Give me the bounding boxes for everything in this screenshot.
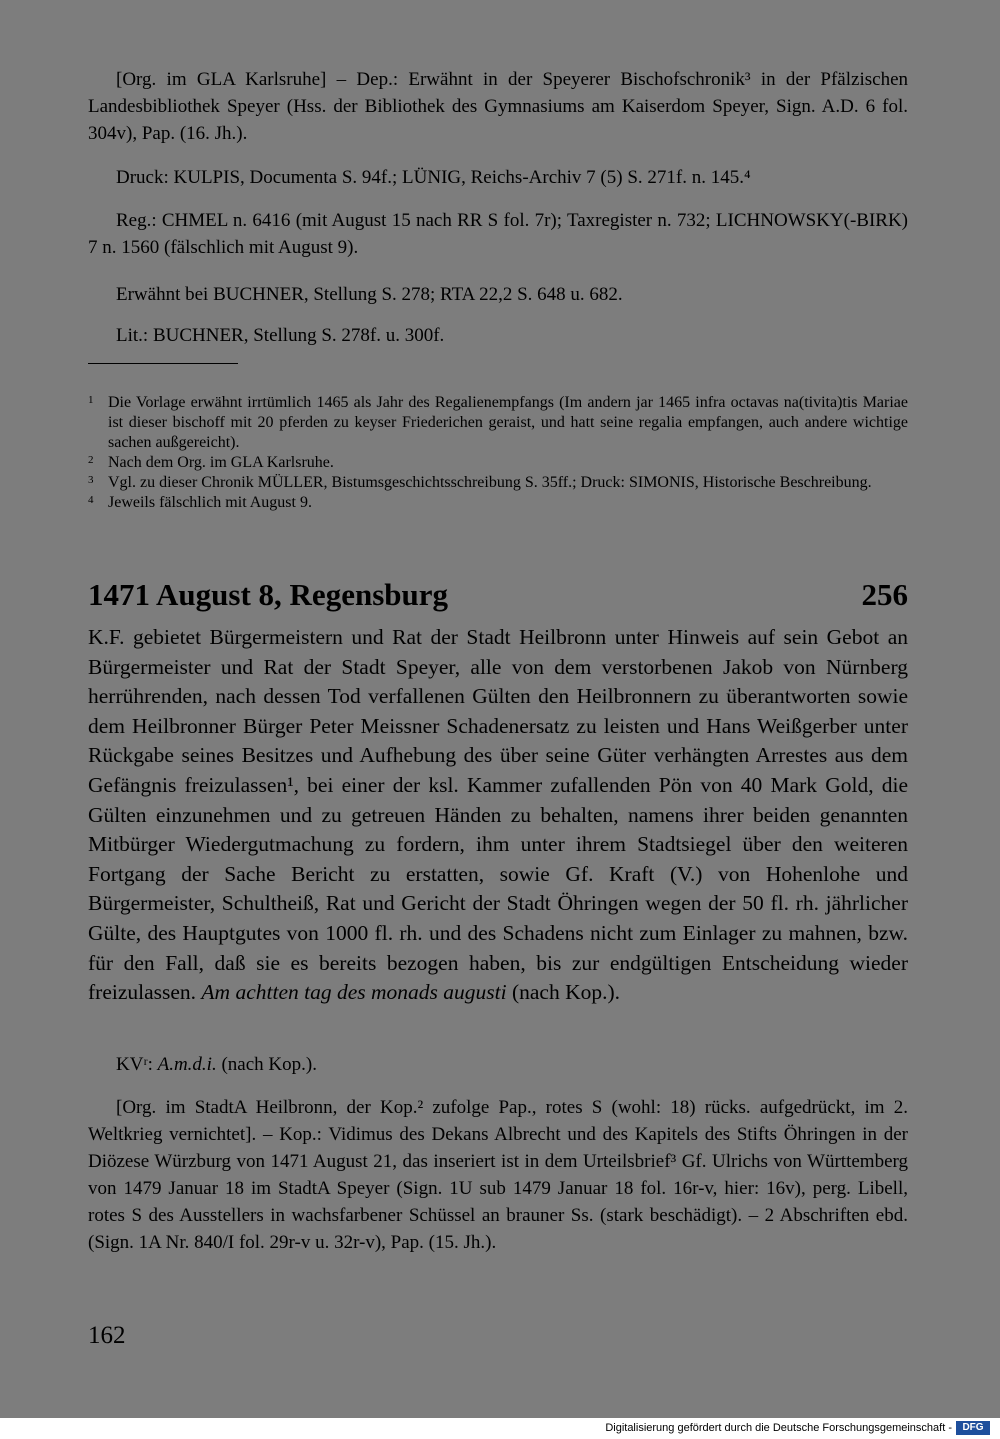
mentioned-paragraph: Erwähnt bei BUCHNER, Stellung S. 278; RTA 22,2 S. 648 u. 682. (116, 284, 623, 305)
footnote-text: Die Vorlage erwähnt irrtümlich 1465 als Jahr des Regalienempfangs (Im andern jar 1465 infra octavas na(tivita)tis Mariae ist dieser bischoff mit 20 pferden zu keyser Friederichen geraist, und hatt seine regalia empfangen, auch andere wichtige sachen außgereicht). (108, 394, 908, 451)
footnote-text: Jeweils fälschlich mit August 9. (108, 494, 312, 511)
footnote-item (88, 453, 908, 473)
entry-date-place: 1471 August 8, Regensburg (88, 577, 448, 612)
regesta-reference-paragraph: Reg.: CHMEL n. 6416 (mit August 15 nach RR S fol. 7r); Taxregister n. 732; LICHNOWSKY(-BIRK) 7 n. 1560 (fälschlich mit August 9). (88, 210, 908, 258)
entry-heading (88, 575, 908, 615)
footnote-number: 4 (88, 494, 94, 506)
archive-note-paragraph: [Org. im GLA Karlsruhe] – Dep.: Erwähnt in der Speyerer Bischofschronik³ in der Pfälzischen Landesbibliothek Speyer (Hss. der Bibliothek des Gymnasiums am Kaiserdom Speyer, Sign. A.D. 6 fol. 304v), Pap. (16. Jh.). (88, 69, 908, 144)
kv-paragraph: KVʳ: A.m.d.i. (nach Kop.). (116, 1054, 317, 1075)
footnote-number: 1 (88, 394, 94, 406)
footnotes (88, 393, 908, 513)
print-reference-paragraph: Druck: KULPIS, Documenta S. 94f.; LÜNIG, Reichs-Archiv 7 (5) S. 271f. n. 145.⁴ (116, 167, 751, 188)
literature-paragraph: Lit.: BUCHNER, Stellung S. 278f. u. 300f. (116, 325, 445, 346)
footnote-number: 3 (88, 474, 94, 486)
funding-credit: Digitalisierung gefördert durch die Deutsche Forschungsgemeinschaft - (605, 1422, 952, 1434)
dfg-logo-icon: DFG (956, 1421, 990, 1435)
footnote-number: 2 (88, 454, 94, 466)
page-number: 162 (88, 1322, 126, 1349)
footnote-divider (88, 363, 238, 364)
regest-date-quote: Am achtten tag des monads augusti (201, 980, 507, 1005)
footnote-item (88, 473, 908, 493)
footnote-item (88, 393, 908, 453)
footnote-text: Nach dem Org. im GLA Karlsruhe. (108, 454, 334, 471)
footnote-item (88, 493, 908, 513)
regest-text: K.F. gebietet Bürgermeistern und Rat der Stadt Heilbronn unter Hinweis auf sein Gebot an Bürgermeister und Rat der Stadt Speyer, alle von dem verstorbenen Jakob von Nürnberg herrührenden, nach dessen Tod verfallenen Gülten den Heilbronnern zu überantworten sowie dem Heilbronner Bürger Peter Meissner Schadenersatz zu leisten und Hans Weißgerber unter Rückgabe seines Besitzes und Aufhebung des über seine Güter verhängten Arrestes aus dem Gefängnis freizulassen¹, bei einer der ksl. Kammer zufallenden Pön von 40 Mark Gold, die Gülten einzunehmen und zu getreuen Händen zu behalten, namens ihrer beiden genannten Mitbürger Wiedergutmachung zu fordern, ihm unter ihrem Stadtsiegel über den weiteren Fortgang der Sache Bericht zu erstatten, sowie Gf. Kraft (V.) von Hohenlohe und Bürgermeister, Schultheiß, Rat und Gericht der Stadt Öhringen wegen der 50 fl. rh. jährlicher Gülte, des Hauptgutes von 1000 fl. rh. und des Schadens nicht zum Einlager zu mahnen, bzw. für den Fall, daß sie es bereits bezogen haben, bis zur endgültigen Entscheidung wieder freizulassen. Am achtten tag des monads augusti (nach Kop.). (88, 625, 908, 1005)
original-sources-paragraph: [Org. im StadtA Heilbronn, der Kop.² zufolge Pap., rotes S (wohl: 18) rücks. aufgedrückt, im 2. Weltkrieg vernichtet]. – Kop.: Vidimus des Dekans Albrecht und des Kapitels des Stifts Öhringen in der Diözese Würzburg von 1471 August 21, das inseriert ist in dem Urteilsbrief³ Gf. Ulrichs von Württemberg von 1479 Januar 18 im StadtA Speyer (Sign. 1U sub 1479 Januar 18 fol. 16r-v, hier: 16v), perg. Libell, rotes S des Ausstellers in wachsfarbener Schüssel an brauner Ss. (stark beschädigt). – 2 Abschriften ebd. (Sign. 1A Nr. 840/I fol. 29r-v u. 32r-v), Pap. (15. Jh.). (88, 1097, 908, 1253)
footnote-text: Vgl. zu dieser Chronik MÜLLER, Bistumsgeschichtsschreibung S. 35ff.; Druck: SIMONIS, Historische Beschreibung. (108, 474, 872, 491)
entry-number: 256 (861, 577, 908, 612)
